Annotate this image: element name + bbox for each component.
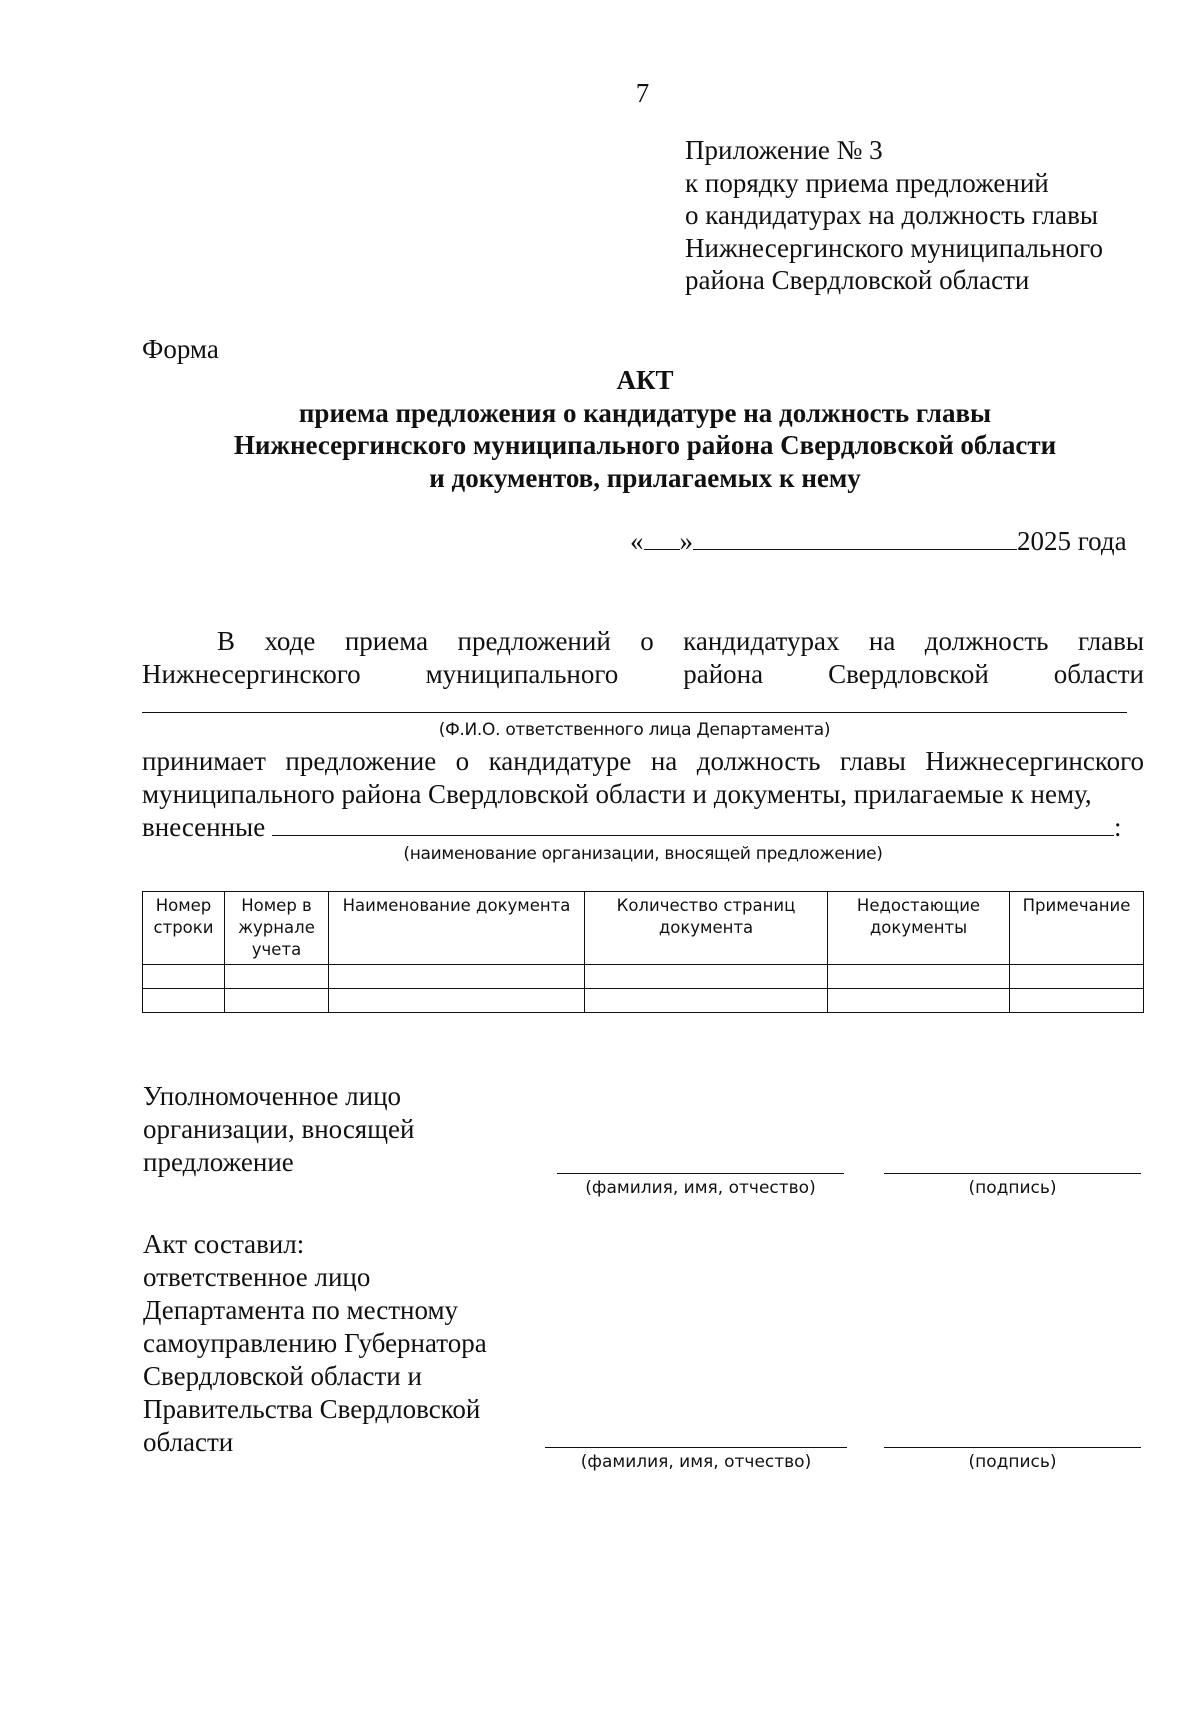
table-cell[interactable] [329, 965, 585, 989]
table-cell[interactable] [225, 989, 329, 1013]
label-line: организации, вносящей [143, 1114, 415, 1144]
label-line: Акт составил: [143, 1229, 305, 1259]
table-row [143, 965, 1144, 989]
date-year: 2025 года [1017, 526, 1127, 556]
authorized-fio-caption: (фамилия, имя, отчество) [585, 1178, 816, 1198]
responsible-person-blank[interactable] [142, 712, 1127, 713]
organization-blank[interactable] [272, 811, 1114, 836]
header-row-number: Номер строки [143, 892, 225, 965]
appendix-line: Приложение № 3 [685, 135, 883, 165]
authorized-fio-blank[interactable] [557, 1173, 844, 1174]
appendix-line: района Свердловской области [685, 265, 1030, 295]
table-cell[interactable] [828, 965, 1010, 989]
compiler-signature-caption: (подпись) [968, 1452, 1057, 1472]
submitted-by-colon: : [1113, 812, 1122, 842]
label-line: ответственное лицо [143, 1262, 371, 1292]
submitted-by-label: внесенные [142, 812, 266, 842]
header-journal-number: Номер в журнале учета [225, 892, 329, 965]
date-close-quote: » [679, 526, 693, 556]
acceptance-paragraph [142, 745, 1144, 844]
table-cell[interactable] [828, 989, 1010, 1013]
header-note: Примечание [1010, 892, 1144, 965]
table-cell[interactable] [329, 989, 585, 1013]
table-header-row [143, 892, 1144, 965]
document-title [130, 364, 1160, 494]
title-line: и документов, прилагаемых к нему [429, 462, 861, 493]
compiler-fio-caption: (фамилия, имя, отчество) [580, 1452, 812, 1472]
table-cell[interactable] [143, 965, 225, 989]
month-blank[interactable] [693, 525, 1017, 550]
table-cell[interactable] [225, 965, 329, 989]
table-cell[interactable] [585, 989, 828, 1013]
responsible-caption: (Ф.И.О. ответственного лица Департамента) [438, 720, 831, 740]
intro-paragraph [142, 625, 1144, 691]
page-number: 7 [635, 78, 650, 108]
appendix-block [685, 134, 1103, 297]
authorized-person-label [143, 1080, 414, 1179]
header-missing-documents: Недостающие документы [828, 892, 1010, 965]
intro-line-1: В ходе приема предложений о кандидатурах на должность главы [217, 626, 1144, 656]
label-line: Уполномоченное лицо [143, 1081, 402, 1111]
title-line: Нижнесергинского муниципального района Свердловской области [233, 430, 1057, 460]
table-cell[interactable] [1010, 989, 1144, 1013]
documents-table [142, 891, 1144, 1013]
authorized-signature-caption: (подпись) [968, 1178, 1057, 1198]
organization-caption: (наименование организации, вносящей предложение) [403, 844, 883, 864]
compiler-signature-blank[interactable] [884, 1447, 1141, 1448]
appendix-line: Нижнесергинского муниципального [685, 232, 1104, 263]
table-cell[interactable] [1010, 965, 1144, 989]
table-row [143, 989, 1144, 1013]
compiled-by-label [143, 1228, 487, 1459]
label-line: Свердловской области и [143, 1361, 422, 1391]
header-document-name: Наименование документа [329, 892, 585, 965]
table-cell[interactable] [143, 989, 225, 1013]
label-line: предложение [143, 1147, 294, 1177]
compiler-fio-blank[interactable] [545, 1447, 847, 1448]
acceptance-text: принимает предложение о кандидатуре на должность главы Нижнесергинского муниципального района Свердловской области и документы, прилагаемые к нему, [142, 746, 1144, 809]
date-line [630, 525, 1127, 557]
submitted-by-line [142, 811, 1144, 844]
form-label: Форма [142, 334, 219, 364]
label-line: самоуправлению Губернатора [143, 1328, 487, 1358]
header-page-count: Количество страниц документа [585, 892, 828, 965]
title-line: АКТ [616, 365, 674, 395]
date-open-quote: « [630, 526, 644, 556]
day-blank[interactable] [644, 525, 680, 550]
authorized-signature-blank[interactable] [884, 1173, 1141, 1174]
label-line: Правительства Свердловской [143, 1394, 481, 1424]
intro-line-2: Нижнесергинского муниципального района Свердловской области [142, 659, 1144, 689]
table-cell[interactable] [585, 965, 828, 989]
label-line: области [143, 1427, 234, 1457]
label-line: Департамента по местному [143, 1295, 459, 1325]
title-line: приема предложения о кандидатуре на должность главы [298, 397, 992, 428]
appendix-line: о кандидатурах на должность главы [685, 200, 1098, 230]
appendix-line: к порядку приема предложений [685, 167, 1049, 198]
